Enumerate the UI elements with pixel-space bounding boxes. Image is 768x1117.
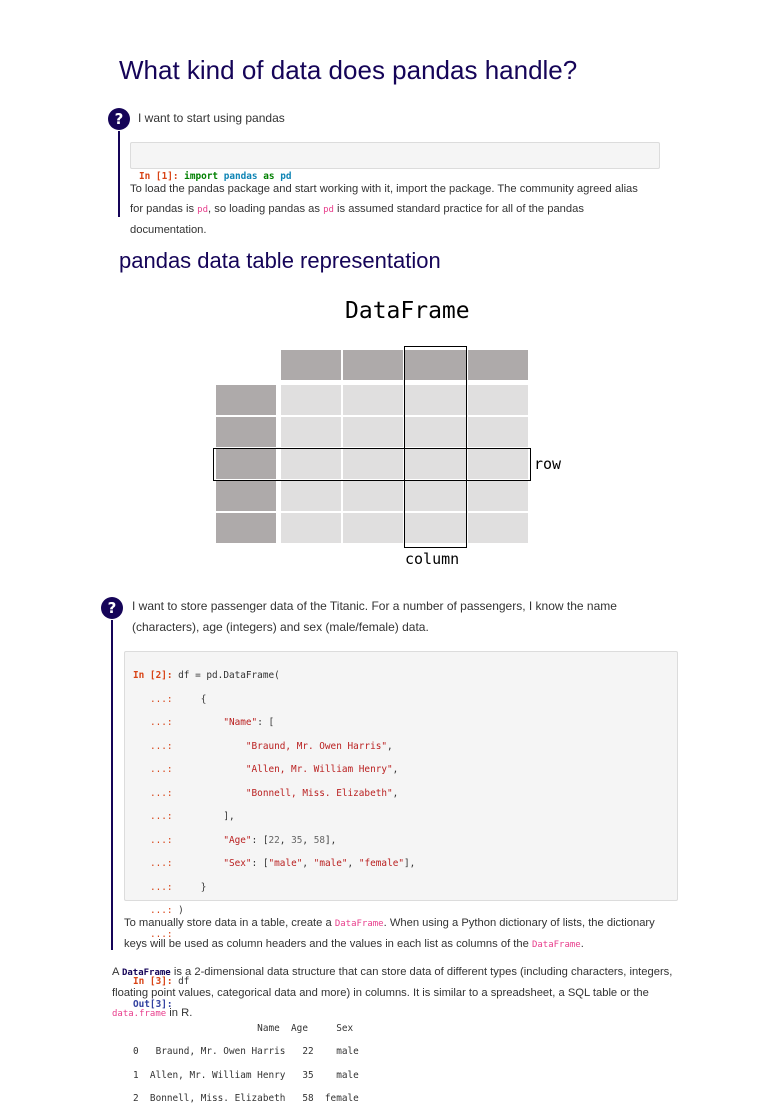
question-text-line1: I want to store passenger data of the Titanic. For a number of passengers, I know the name: [132, 599, 617, 613]
data-cell: [468, 513, 528, 543]
index-cell: [216, 385, 276, 415]
data-cell: [343, 417, 403, 447]
column-label: column: [405, 550, 460, 568]
dataframe-definition: A DataFrame is a 2-dimensional data structure that can store data of different types (including characters, integers, floating point values, categorical data and more) in columns. It is similar to a spreadsheet, a SQL table or the data.frame in R.: [112, 966, 673, 1019]
index-cell: [216, 481, 276, 511]
column-header-cell: [468, 350, 528, 380]
data-cell: [281, 481, 341, 511]
column-header-cell: [281, 350, 341, 380]
column-header-cell: [343, 350, 403, 380]
import-explanation: To load the pandas package and start working with it, import the package. The community agreed alias for pandas is pd, so loading pandas as pd is assumed standard practice for all of the pandas documentation.: [130, 183, 638, 236]
question-icon: ?: [108, 108, 130, 130]
keyword-import: import: [184, 171, 219, 182]
data-cell: [281, 417, 341, 447]
code-prompt: In [1]:: [139, 171, 179, 182]
code-cell-import: [130, 142, 660, 182]
row-label: row: [534, 455, 562, 473]
index-cell: [216, 513, 276, 543]
data-cell: [343, 385, 403, 415]
question-icon: ?: [101, 597, 123, 619]
data-cell: [468, 417, 528, 447]
data-cell: [468, 481, 528, 511]
dataframe-explanation: To manually store data in a table, create a DataFrame. When using a Python dictionary of lists, the dictionary keys will be used as column headers and the values in each list as columns of the DataFrame.: [124, 917, 655, 950]
data-cell: [468, 385, 528, 415]
data-cell: [281, 513, 341, 543]
page-title: What kind of data does pandas handle?: [119, 55, 578, 85]
keyword-as: as: [263, 171, 275, 182]
question-text-line2: (characters), age (integers) and sex (male/female) data.: [132, 620, 429, 634]
question-text: I want to start using pandas: [138, 111, 285, 125]
data-cell: [343, 513, 403, 543]
index-cell: [216, 417, 276, 447]
module-alias: pd: [280, 171, 292, 182]
data-cell: [343, 481, 403, 511]
data-cell: [281, 385, 341, 415]
callout-border: [118, 131, 120, 217]
section-title: pandas data table representation: [119, 248, 441, 273]
callout-border: [111, 620, 113, 950]
column-highlight: [404, 346, 467, 548]
row-highlight: [213, 448, 531, 481]
module-name: pandas: [223, 171, 258, 182]
diagram-title: DataFrame: [345, 298, 470, 324]
code-cell-dataframe: In [2]: df = pd.DataFrame( ...: { ...: "Name": [ ...: "Braund, Mr. Owen Harris", ...: "Allen, Mr. William Henry", ...: "Bonnell, Miss. Elizabeth", ...: ], ...: "Age": [22, 35, 58], ...: "Sex": ["male", "male", "female"], ...: } ...: ) ...: In [3]: df Out[3]: Name Age Sex 0 Braund, Mr. Owen Harris 22 male 1 Allen, Mr. William Henry 35 male 2 Bonnell, Miss. Elizabeth 58 female: [124, 651, 678, 901]
